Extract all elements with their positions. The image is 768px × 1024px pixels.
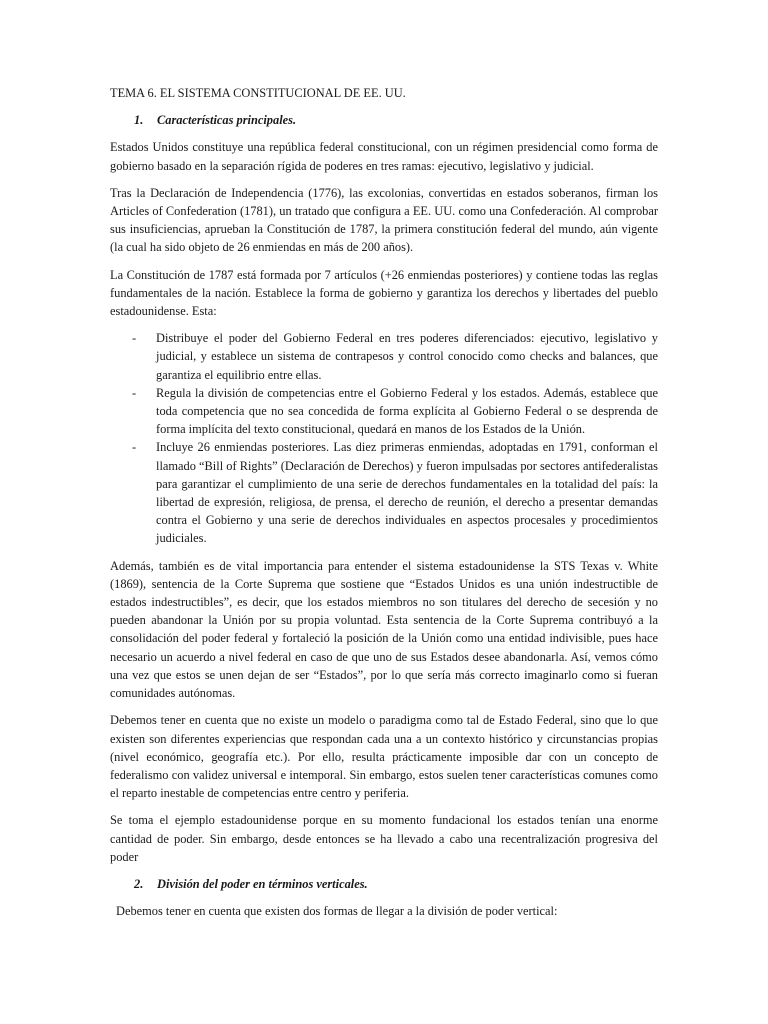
bullet-dash: - [132, 440, 137, 455]
bullet-dash: - [132, 385, 137, 400]
section-2-title: División del poder en términos verticales. [157, 876, 368, 891]
list-item [110, 438, 658, 547]
paragraph-declaracion: Tras la Declaración de Independencia (1776), las excolonias, convertidas en estados soberanos, firman los Articles of Confederation (1781), un tratado que configura a EE. UU. como una Confederación. Al comprobar sus insuficiencias, aprueban la Constitución de 1787, la primera constitución federal del mundo, aún vigente (la cual ha sido objeto de 26 enmiendas en más de 200 años). [110, 185, 658, 255]
paragraph-division-vertical: Debemos tener en cuenta que existen dos formas de llegar a la división de poder vertical: [116, 904, 558, 919]
paragraph-texas-white: Además, también es de vital importancia para entender el sistema estadounidense la STS Texas v. White (1869), sentencia de la Corte Suprema que sostiene que “Estados Unidos es una unión indestructible de estados indestructibles”, es decir, que los estados miembros no son titulares del derecho de secesión y no pueden abandonar la Unión por su propia voluntad. Esta sentencia de la Corte Suprema contribuyó a la consolidación del poder federal y fortaleció la posición de la Unión como una entidad indivisible, pues hace necesario un acuerdo a nivel federal en caso de que uno de sus Estados desee abandonarla. Así, vemos cómo una vez que estos se unen dejan de ser “Estados”, por lo que sería más correcto imaginarlo como si fueran comunidades autónomas. [110, 558, 658, 701]
list-item-text: Incluye 26 enmiendas posteriores. Las diez primeras enmiendas, adoptadas en 1791, conforman el llamado “Bill of Rights” (Declaración de Derechos) y fueron impulsadas por sectores antifederalistas para garantizar el cumplimiento de una serie de derechos fundamentales en la totalidad del país: la libertad de expresión, religiosa, de prensa, el derecho de reunión, el derecho a presentar demandas contra el Gobierno y una serie de derechos individuales en aspectos procesales y procedimientos judiciales. [156, 440, 658, 546]
section-1-number: 1. [134, 113, 144, 128]
list-item-text: Distribuye el poder del Gobierno Federal en tres poderes diferenciados: ejecutivo, legislativo y judicial, y establece un sistema de contrapesos y control conocido como checks and balances, que garantiza el equilibrio entre ellas. [156, 331, 658, 382]
paragraph-republica: Estados Unidos constituye una república federal constitucional, con un régimen presidencial como forma de gobierno basado en la separación rígida de poderes en tres ramas: ejecutivo, legislativo y judicial. [110, 140, 658, 173]
section-1-heading [110, 111, 658, 129]
paragraph-constitucion: La Constitución de 1787 está formada por 7 artículos (+26 enmiendas posteriores) y contiene todas las reglas fundamentales de la nación. Establece la forma de gobierno y garantiza los derechos y libertades del pueblo estadounidense. Esta: [110, 267, 658, 319]
list-item-text: Regula la división de competencias entre el Gobierno Federal y los estados. Además, establece que toda competencia que no sea concedida de forma explícita al Gobierno Federal o se desprenda de forma implícita del texto constitucional, quedará en manos de los Estados de la Unión. [156, 385, 658, 437]
document-title: TEMA 6. EL SISTEMA CONSTITUCIONAL DE EE. UU. [110, 86, 406, 100]
section-2-number: 2. [134, 876, 144, 891]
bullet-dash: - [132, 331, 137, 346]
list-item [110, 384, 658, 439]
document-page [110, 84, 658, 920]
constitution-features-list [110, 329, 658, 547]
section-2-heading [110, 875, 658, 893]
list-item [110, 329, 658, 384]
paragraph-recentralizacion: Se toma el ejemplo estadounidense porque en su momento fundacional los estados tenían una enorme cantidad de poder. Sin embargo, desde entonces se ha llevado a cabo una recentralización progresiva del poder [110, 813, 658, 864]
paragraph-modelo-federal: Debemos tener en cuenta que no existe un modelo o paradigma como tal de Estado Federal, sino que lo que existen son diferentes experiencias que respondan cada una a un contexto histórico y circunstancias propias (nivel económico, geografía etc.). Por ello, resulta prácticamente imposible dar con un concepto de federalismo con validez universal e intemporal. Sin embargo, estos suelen tener características comunes como el reparto inestable de competencias entre centro y periferia. [110, 713, 658, 801]
section-1-title: Características principales. [157, 113, 297, 128]
